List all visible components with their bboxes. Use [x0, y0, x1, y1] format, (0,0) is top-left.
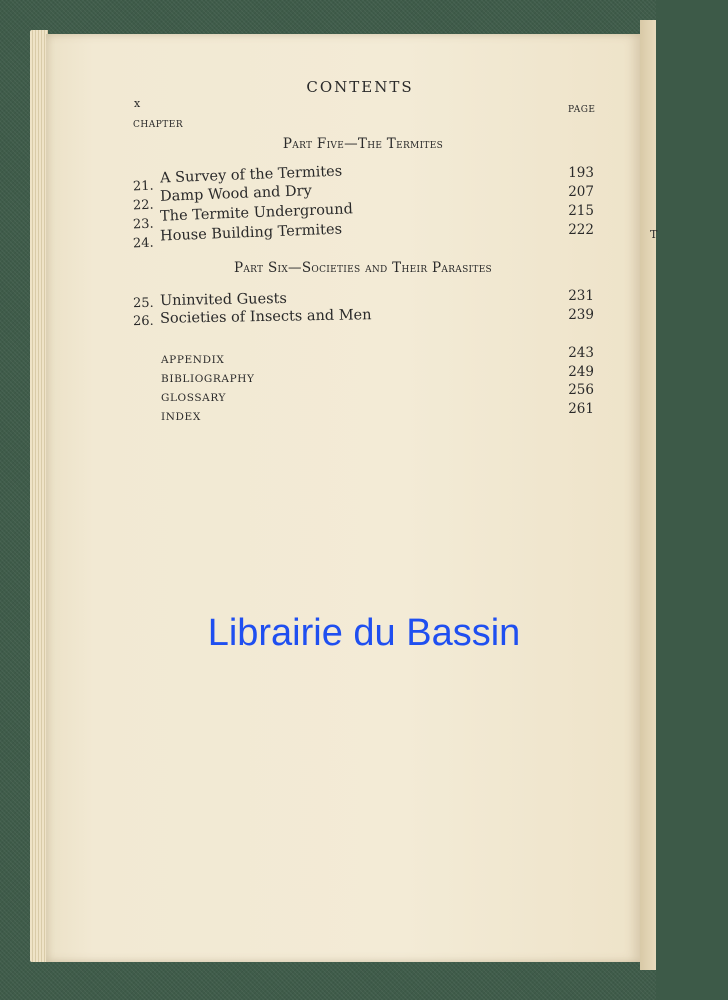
adjacent-page-edge — [640, 20, 656, 970]
part-six-heading: Part Six—Societies and Their Parasites — [233, 260, 493, 276]
chapter-title: The Termite Underground — [159, 201, 354, 225]
chapter-title: Uninvited Guests — [159, 290, 288, 310]
chapter-page: 215 — [568, 203, 594, 219]
chapter-number: 23. — [132, 216, 154, 233]
chapter-number: 25. — [132, 295, 154, 312]
chapter-page: 222 — [568, 222, 594, 238]
chapter-title: Damp Wood and Dry — [159, 183, 313, 205]
seller-watermark: Librairie du Bassin — [207, 612, 521, 654]
chapter-column-label: CHAPTER — [133, 120, 184, 130]
chapter-page: 207 — [568, 184, 594, 200]
backmatter-page: 261 — [568, 401, 594, 417]
backmatter-page: 256 — [568, 382, 594, 398]
page-number: x — [134, 97, 142, 110]
adjacent-page-mark: T — [650, 228, 658, 241]
part-five-heading: Part Five—The Termites — [282, 136, 444, 152]
chapter-title: Societies of Insects and Men — [159, 307, 372, 327]
chapter-number: 26. — [132, 313, 154, 330]
backmatter-page: 249 — [568, 364, 594, 380]
chapter-number: 22. — [132, 197, 154, 214]
backmatter-title: BIBLIOGRAPHY — [161, 373, 255, 385]
chapter-page: 231 — [568, 288, 594, 304]
chapter-page: 239 — [568, 307, 594, 323]
page-column-label: PAGE — [568, 105, 596, 115]
chapter-title: House Building Termites — [159, 221, 343, 245]
chapter-title: A Survey of the Termites — [159, 163, 343, 187]
backmatter-title: APPENDIX — [161, 354, 225, 366]
chapter-number: 24. — [132, 235, 154, 252]
backmatter-title: INDEX — [161, 411, 201, 423]
chapter-page: 193 — [568, 165, 594, 181]
page-title: CONTENTS — [306, 78, 414, 96]
backmatter-title: GLOSSARY — [161, 392, 227, 404]
chapter-number: 21. — [132, 178, 154, 195]
backmatter-page: 243 — [568, 345, 594, 361]
